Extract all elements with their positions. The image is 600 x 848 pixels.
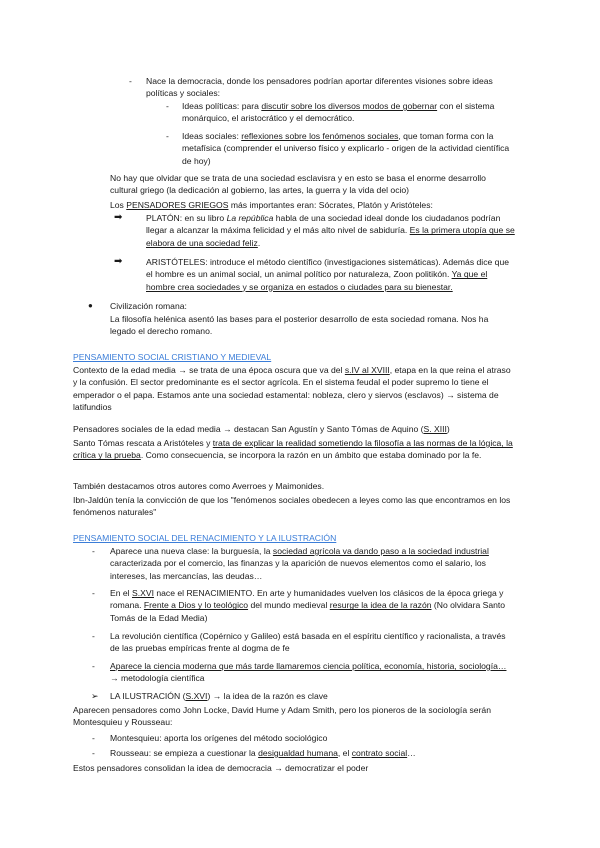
democracy-text: Nace la democracia, donde los pensadores podrían aportar diferentes visiones sobre ideas políticas y sociales: (146, 76, 493, 99)
dash-bullet: - (92, 733, 95, 743)
medieval-heading: PENSAMIENTO SOCIAL CRISTIANO Y MEDIEVAL (73, 352, 272, 362)
text-part: Rousseau: se empieza a cuestionar la (110, 748, 259, 758)
text-part: Montesquieu: aporta los orígenes del método sociológico (110, 733, 328, 743)
bourgeoisie-bullet (110, 545, 516, 582)
text-part: , el (337, 748, 352, 758)
roman-heading (110, 300, 516, 312)
medieval-context-paragraph (73, 364, 516, 413)
text-part: PLATÓN: en su libro (146, 213, 227, 223)
renaissance-bullet (110, 587, 516, 624)
text-part: Ideas sociales: (182, 131, 242, 141)
ibn-jaldun-paragraph (73, 494, 516, 519)
dash-bullet: - (166, 131, 169, 141)
renaissance-heading: PENSAMIENTO SOCIAL DEL RENACIMIENTO Y LA ILUSTRACIÓN (73, 533, 337, 543)
text-part: Ideas políticas: para (182, 101, 262, 111)
text-part: Santo Tómas rescata a Aristóteles y (73, 438, 213, 448)
text-part: No hay que olvidar que se trata de una sociedad esclavisra y en esto se basa el enorme desarrollo cultural griego (la dedicación al gobierno, las artes, la guerra y la vida del ocio) (110, 173, 486, 196)
underlined-text: resurge la idea de la razón (329, 600, 432, 611)
text-part: ) → la idea de la razón es clave (207, 691, 328, 701)
greek-thinkers-paragraph (110, 199, 516, 211)
text-part: nace el RENACIMIENTO. En arte y humanidades vuelven los clásicos de la época griega y romana. (110, 588, 504, 611)
underlined-text: Aparece la ciencia moderna que más tarde llamaremos ciencia política, economía, historia, sociología… (110, 661, 507, 671)
text-part: La revolución científica (Copérnico y Galileo) está basada en el espíritu científico y racionalista, a través de las pruebas empíricas frente al dogma de fe (110, 631, 506, 654)
social-ideas-bullet (182, 130, 516, 167)
text-part: habla de una sociedad ideal donde los ciudadanos podrían llegar a alcanzar la máxima felicidad y el más alto nivel de sabiduría. (146, 213, 501, 236)
dash-bullet: - (129, 76, 132, 86)
book-title: La república (226, 213, 274, 223)
text-part: . Como consecuencia, se incorpora la razón en un ámbito que estaba dominado por la fe. (140, 450, 482, 461)
underlined-text: S.XVI (185, 691, 208, 701)
underlined-text: PENSADORES GRIEGOS (126, 200, 229, 210)
underlined-text: trata de explicar la realidad sometiendo la filosofía a las normas de la lógica, la crítica y la prueba (73, 438, 513, 461)
roman-paragraph (110, 313, 516, 338)
dash-bullet: - (92, 748, 95, 758)
dash-bullet: - (166, 101, 169, 111)
text-part: del mundo medieval (248, 600, 330, 611)
dot-bullet: ● (88, 301, 93, 310)
text-part: La filosofía helénica asentó las bases para el posterior desarrollo de esta sociedad romana. Nos ha legado el derecho romano. (110, 314, 489, 337)
aquinas-paragraph (73, 437, 516, 462)
text-part: ) (446, 424, 450, 434)
political-ideas-bullet (182, 100, 516, 125)
dash-bullet: - (92, 631, 95, 641)
text-part: Contexto de la edad media → se trata de una época oscura que va del (73, 365, 345, 375)
underlined-text: discutir sobre los diversos modos de gobernar (261, 101, 438, 111)
democracy-conclusion-paragraph (73, 762, 516, 774)
medieval-thinkers-paragraph (73, 423, 516, 435)
text-part: … (407, 748, 416, 758)
dash-bullet: - (92, 588, 95, 598)
dash-bullet: - (92, 661, 95, 671)
underlined-text: Es la primera utopía que se elabora de una sociedad feliz (146, 225, 515, 248)
other-authors-paragraph (73, 480, 516, 492)
underlined-text: Ya que el hombre crea sociedades y se organiza en estados o ciudades para su bienestar. (146, 269, 488, 292)
text-part: También destacamos otros autores como Averroes y Maimonides. (73, 481, 325, 491)
modern-science-bullet (110, 660, 516, 685)
enlightenment-bullet (110, 690, 516, 702)
text-part: Aparece una nueva clase: la burguesía, la (110, 546, 273, 556)
text-part: , etapa en la que reina el atraso y la confusión. El sector predominante es el sector agrícola. En el sistema feudal el poder supremo lo tiene el emperador o el papa. Estamos ante una sociedad estamental: nobleza, clero y siervos (esclavos) → sistema de latifundios (73, 365, 511, 412)
text-part: ARISTÓTELES: introduce el método científico (investigaciones sistemáticas). Además dice que el hombre es un animal social, un animal político por naturaleza, Zoon politikón. (146, 257, 510, 280)
plato-bullet (146, 212, 516, 249)
text-part: Los (110, 200, 127, 210)
montesquieu-bullet (110, 732, 516, 744)
underlined-text: s.IV al XVIII (344, 365, 390, 375)
text-part: Ibn-Jaldún tenía la convicción de que los "fenómenos sociales obedecen a leyes como las que encontramos en los fenómenos naturales" (73, 495, 511, 518)
text-part: (No olvidara Santo Tomás de la Edad Media) (110, 600, 506, 623)
arrow-bullet-icon: ➡ (114, 212, 123, 223)
underlined-text: S. XIII (423, 424, 447, 434)
underlined-text: desigualdad humana (258, 748, 338, 758)
democracy-bullet (146, 75, 516, 100)
slavery-paragraph (110, 172, 516, 197)
aristotle-bullet (146, 256, 516, 293)
text-part: → metodología científica (110, 673, 205, 684)
scientific-revolution-bullet (110, 630, 516, 655)
text-part: con el sistema monárquico, el aristocrático y el democrático. (182, 101, 495, 124)
heading-text: Civilización romana: (110, 301, 187, 311)
underlined-text: S.XVI (131, 588, 154, 598)
underlined-text: contrato social (351, 748, 408, 758)
text-part: más importantes eran: Sócrates, Platón y Aristóteles: (228, 200, 433, 210)
text-part: LA ILUSTRACIÓN ( (110, 691, 186, 701)
text-part: caracterizada por el comercio, las finanzas y la aparición de nuevos elementos como el salario, los intereses, las mercancías, las deudas… (110, 558, 486, 581)
dash-bullet: - (92, 546, 95, 556)
text-part: En el (110, 588, 132, 598)
underlined-text: Frente a Dios y lo teológico (143, 600, 249, 611)
rousseau-bullet (110, 747, 516, 759)
arrow-bullet-icon: ➡ (114, 256, 123, 267)
pioneers-paragraph (73, 704, 516, 729)
underlined-text: sociedad agrícola va dando paso a la sociedad industrial (272, 546, 489, 556)
text-part: , que toman forma con la metafísica (comprender el universo físico y explicarlo - origen de la actividad científica de hoy) (182, 131, 510, 166)
text-part: . (257, 237, 261, 248)
text-part: Aparecen pensadores como John Locke, David Hume y Adam Smith, pero los pioneros de la sociología serán Montesquieu y Rousseau: (73, 705, 491, 728)
text-part: Pensadores sociales de la edad media → destacan San Agustín y Santo Tómas de Aquino ( (73, 424, 424, 434)
underlined-text: reflexiones sobre los fenómenos sociales (241, 131, 399, 141)
text-part: Estos pensadores consolidan la idea de democracia → democratizar el poder (73, 763, 369, 773)
arrowhead-bullet-icon: ➢ (91, 691, 99, 701)
